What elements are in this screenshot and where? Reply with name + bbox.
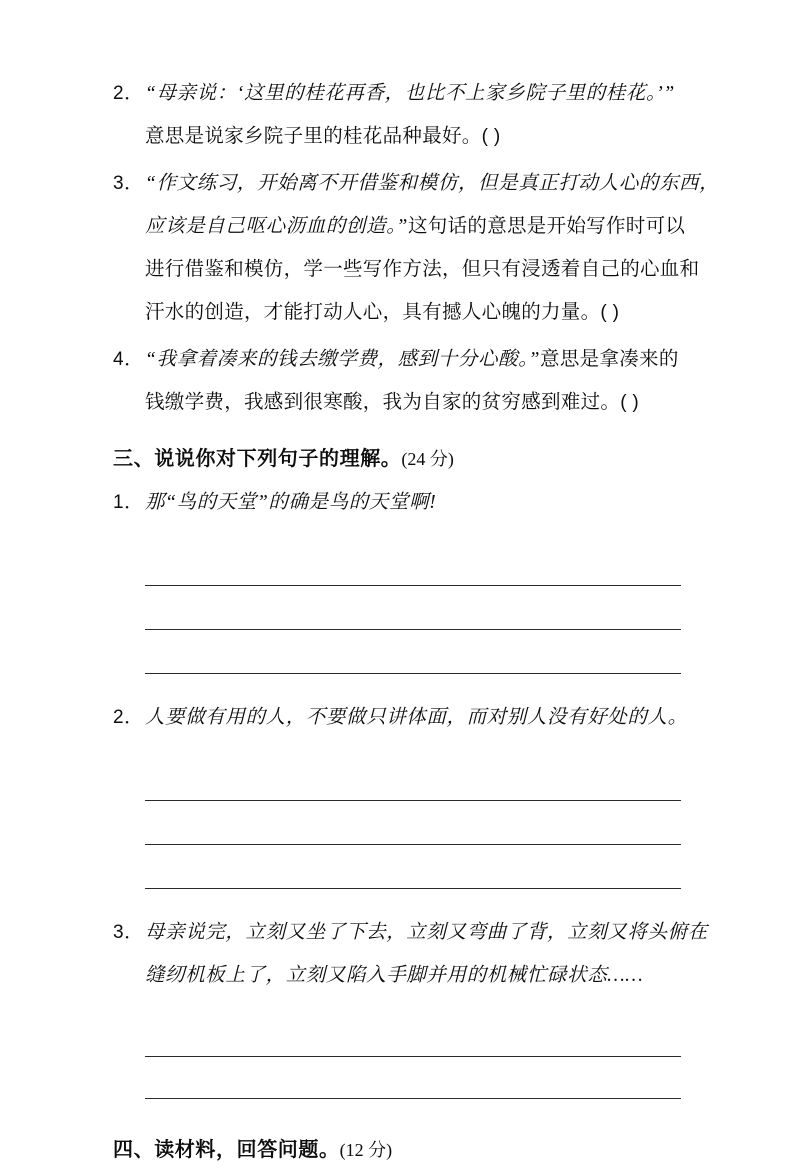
- answer-line[interactable]: [145, 1057, 681, 1099]
- question-line: [113, 696, 688, 739]
- question-block-judgement-2: [113, 72, 683, 158]
- question-text: 人要做有用的人，不要做只讲体面，而对别人没有好处的人。: [145, 707, 688, 728]
- question-block-judgement-3: [113, 162, 720, 334]
- question-line: [113, 115, 683, 158]
- answer-bracket[interactable]: ( ): [481, 126, 501, 147]
- answer-lines-group: [145, 1015, 681, 1099]
- answer-lines-group: [145, 542, 681, 674]
- question-line: [113, 162, 720, 205]
- section-heading-label: 三、说说你对下列句子的理解。: [113, 448, 402, 470]
- spacer: [113, 428, 683, 438]
- question-quote-text: 应该是自己呕心沥血的创造。”: [145, 216, 408, 237]
- question-text: “母亲说：‘这里的桂花再香，也比不上家乡院子里的桂花。’”: [145, 83, 675, 104]
- spacer: [113, 997, 683, 1015]
- question-line: [113, 481, 683, 524]
- section-score: (24 分): [401, 449, 454, 469]
- question-number: 2．: [113, 83, 144, 104]
- page-content: [113, 72, 720, 1172]
- question-line: [113, 205, 686, 248]
- section-heading-three: [113, 438, 683, 481]
- answer-bracket[interactable]: ( ): [620, 392, 640, 413]
- question-number: 1．: [113, 492, 144, 513]
- question-line: [113, 72, 683, 115]
- spacer: [113, 739, 683, 757]
- spacer: [113, 1103, 683, 1129]
- question-number: 2．: [113, 707, 144, 728]
- answer-line[interactable]: [145, 757, 681, 801]
- question-text: 母亲说完，立刻又坐了下去，立刻又弯曲了背，立刻又将头俯在: [145, 922, 708, 943]
- spacer: [113, 678, 683, 696]
- question-text: 缝纫机板上了，立刻又陷入手脚并用的机械忙碌状态……: [145, 965, 644, 986]
- answer-line[interactable]: [145, 801, 681, 845]
- question-line: [113, 248, 700, 291]
- section-heading-label: 四、读材料，回答问题。: [113, 1139, 340, 1161]
- question-number: 3．: [113, 922, 144, 943]
- question-block-three-1: [113, 481, 683, 674]
- question-line: [113, 291, 683, 334]
- question-number: 4．: [113, 349, 144, 370]
- question-explanation-text: 意思是说家乡院子里的桂花品种最好。: [145, 125, 482, 147]
- section-score: (12 分): [339, 1140, 393, 1160]
- question-explanation-text: 进行借鉴和模仿，学一些写作方法，但只有浸透着自己的心血和: [145, 258, 700, 280]
- question-line: [113, 911, 708, 954]
- question-line: [113, 954, 683, 997]
- answer-line[interactable]: [145, 1015, 681, 1057]
- question-explanation-text: 意思是拿凑来的: [540, 348, 679, 370]
- answer-line[interactable]: [145, 586, 681, 630]
- spacer: [113, 893, 683, 911]
- answer-bracket[interactable]: ( ): [600, 302, 620, 323]
- question-explanation-text: 钱缴学费，我感到很寒酸，我为自家的贫穷感到难过。: [145, 391, 621, 413]
- question-block-three-2: [113, 696, 688, 889]
- answer-line[interactable]: [145, 542, 681, 586]
- answer-lines-group: [145, 757, 681, 889]
- question-number: 3．: [113, 173, 144, 194]
- answer-line[interactable]: [145, 845, 681, 889]
- question-text: 那“鸟的天堂”的确是鸟的天堂啊!: [145, 492, 437, 513]
- spacer: [113, 524, 683, 542]
- question-explanation-text: 这句话的意思是开始写作时可以: [408, 215, 686, 237]
- section-heading-four: [113, 1129, 683, 1172]
- question-quote-text: “我拿着凑来的钱去缴学费，感到十分心酸。”: [145, 349, 541, 370]
- question-line: [113, 338, 683, 381]
- question-text: “作文练习，开始离不开借鉴和模仿，但是真正打动人心的东西，: [145, 173, 720, 194]
- question-explanation-text: 汗水的创造，才能打动人心，具有撼人心魄的力量。: [145, 301, 601, 323]
- question-line: [113, 381, 683, 424]
- question-block-judgement-4: [113, 338, 683, 424]
- answer-line[interactable]: [145, 630, 681, 674]
- question-block-three-3: [113, 911, 708, 1099]
